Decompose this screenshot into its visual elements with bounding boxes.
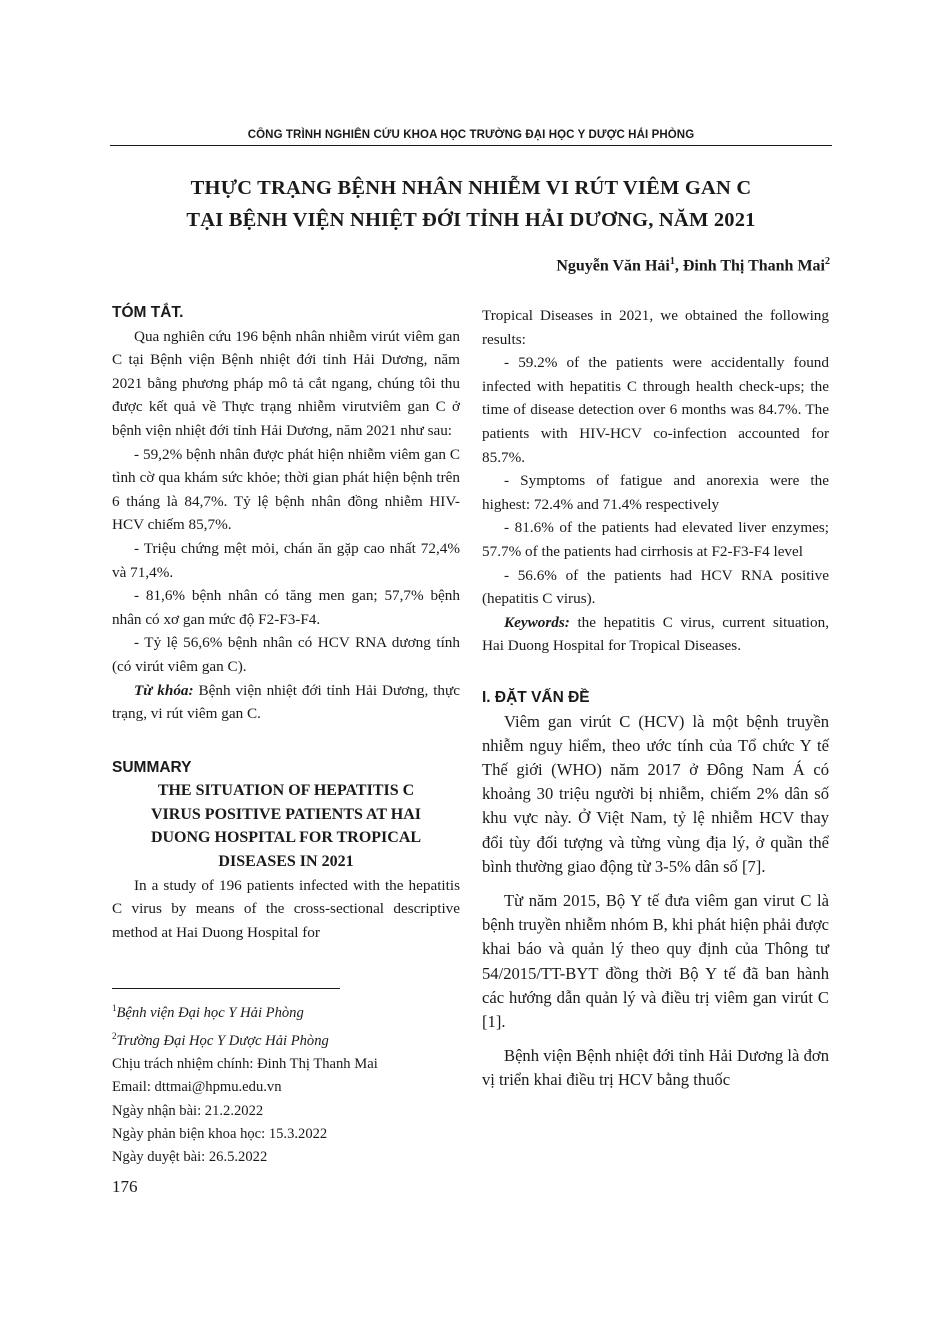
footnote-marker: 2 bbox=[112, 1031, 117, 1042]
summary-point: - 81.6% of the patients had elevated liver enzymes; 57.7% of the patients had cirrhosis at F2-F3-F4 level bbox=[482, 519, 829, 560]
body-paragraph: Từ năm 2015, Bộ Y tế đưa viêm gan virut C là bệnh truyền nhiễm nhóm B, khi phát hiện phải được khai báo và quản lý theo quy định của Thông tư 54/2015/TT-BYT đồng thời Bộ Y tế đã ban hành các hướng dẫn quản lý và điều trị viêm gan virút C [1]. bbox=[482, 890, 829, 1031]
author-2-affiliation: 2 bbox=[825, 256, 830, 267]
footnote-marker: 1 bbox=[112, 1003, 117, 1013]
affiliation-text: Trường Đại Học Y Dược Hải Phòng bbox=[116, 1032, 329, 1049]
author-2: Đinh Thị Thanh Mai bbox=[682, 257, 825, 275]
abstract-vi-point: - Tỷ lệ 56,6% bệnh nhân có HCV RNA dương tính (có virút viêm gan C). bbox=[112, 634, 460, 675]
abstract-vi-point: - 81,6% bệnh nhân có tăng men gan; 57,7% bệnh nhân có xơ gan mức độ F2-F3-F4. bbox=[112, 587, 460, 628]
page-number: 176 bbox=[112, 1177, 138, 1196]
summary-title-line: VIRUS POSITIVE PATIENTS AT HAI bbox=[151, 805, 421, 823]
abstract-vi-heading: TÓM TẮT. bbox=[112, 304, 184, 321]
received-date: Ngày nhận bài: 21.2.2022 bbox=[112, 1102, 264, 1119]
author-separator: , bbox=[674, 257, 683, 275]
running-head: CÔNG TRÌNH NGHIÊN CỨU KHOA HỌC TRƯỜNG ĐẠI HỌC Y DƯỢC HẢI PHÒNG bbox=[247, 129, 695, 141]
abstract-vi-point: - 59,2% bệnh nhân được phát hiện nhiễm viêm gan C tình cờ qua khám sức khỏe; thời gian phát hiện bệnh trên 6 tháng là 84,7%. Tỷ lệ bệnh nhân đồng nhiễm HIV-HCV chiếm 85,7%. bbox=[112, 445, 460, 534]
summary-keywords bbox=[482, 611, 829, 658]
author-1-affiliation: 1 bbox=[669, 256, 675, 267]
summary-point: - 56.6% of the patients had HCV RNA positive (hepatitis C virus). bbox=[482, 566, 829, 608]
header-rule bbox=[110, 145, 832, 146]
article-title bbox=[110, 172, 832, 236]
footnotes bbox=[112, 997, 460, 1169]
email-line: Email: dttmai@hpmu.edu.vn bbox=[112, 1079, 282, 1096]
author-list bbox=[556, 256, 830, 275]
corresponding-author: Chịu trách nhiệm chính: Đinh Thị Thanh Mai bbox=[112, 1056, 378, 1073]
affiliation-text: Bệnh viện Đại học Y Hải Phòng bbox=[116, 1004, 304, 1021]
summary-intro: In a study of 196 patients infected with the hepatitis C virus by means of the cross-sectional descriptive method at Hai Duong Hospital for bbox=[112, 876, 460, 941]
abstract-vi-keywords bbox=[112, 679, 460, 726]
body-paragraph: Viêm gan virút C (HCV) là một bệnh truyền nhiễm nguy hiểm, theo ước tính của Tổ chức Y tế Thế giới (WHO) năm 2017 ở Đông Nam Á có khoảng 30 triệu người bị nhiễm, chiếm 2% dân số khu vực này. Ở Việt Nam, tỷ lệ nhiễm HCV thay đổi tùy đối tượng và từng vùng địa lý, ở quần thể bình thường giao động từ 3-5% dân số [7]. bbox=[482, 711, 829, 876]
footnote-affiliation-2 bbox=[112, 1025, 460, 1053]
title-line-1: THỰC TRẠNG BỆNH NHÂN NHIỄM VI RÚT VIÊM GAN C bbox=[190, 177, 752, 199]
abstract-vi-intro: Qua nghiên cứu 196 bệnh nhân nhiễm virút viêm gan C tại Bệnh viện Bệnh nhiệt đới tỉnh Hải Dương, năm 2021 bằng phương pháp mô tả cắt ngang, chúng tôi thu được kết quả về Thực trạng nhiễm virutviêm gan C ở bệnh viện nhiệt đới tỉnh Hải Dương, năm 2021 như sau: bbox=[112, 327, 460, 439]
summary-title-line: DUONG HOSPITAL FOR TROPICAL bbox=[150, 829, 422, 847]
keywords-label: Keywords: bbox=[504, 613, 570, 631]
left-column bbox=[112, 301, 460, 944]
right-column bbox=[482, 304, 829, 1093]
summary-intro-continued: Tropical Diseases in 2021, we obtained the following results: bbox=[482, 307, 829, 348]
footnote-affiliation-1 bbox=[112, 997, 460, 1025]
footnote-rule bbox=[112, 988, 340, 989]
summary-title-line: DISEASES IN 2021 bbox=[218, 853, 354, 871]
keywords-text: the hepatitis C virus, current situation, Hai Duong Hospital for Tropical Diseases. bbox=[482, 613, 829, 655]
summary-point: - Symptoms of fatigue and anorexia were the highest: 72.4% and 71.4% respectively bbox=[482, 472, 829, 513]
section-heading: I. ĐẶT VẤN ĐỀ bbox=[482, 688, 590, 706]
summary-title-line: THE SITUATION OF HEPATITIS C bbox=[157, 782, 415, 800]
keywords-label: Từ khóa: bbox=[134, 681, 194, 699]
summary-heading: SUMMARY bbox=[112, 758, 192, 776]
author-1: Nguyễn Văn Hải bbox=[556, 257, 670, 275]
review-date: Ngày phản biện khoa học: 15.3.2022 bbox=[112, 1125, 328, 1142]
body-paragraph: Bệnh viện Bệnh nhiệt đới tỉnh Hải Dương là đơn vị triển khai điều trị HCV bằng thuốc bbox=[482, 1046, 829, 1090]
abstract-vi-point: - Triệu chứng mệt mỏi, chán ăn gặp cao nhất 72,4% và 71,4%. bbox=[112, 539, 460, 581]
summary-point: - 59.2% of the patients were accidentally found infected with hepatitis C through health check-ups; the time of disease detection over 6 months was 84.7%. The patients with HIV-HCV co-infection accounted for 85.7%. bbox=[482, 354, 829, 466]
accepted-date: Ngày duyệt bài: 26.5.2022 bbox=[112, 1148, 268, 1165]
title-line-2: TẠI BỆNH VIỆN NHIỆT ĐỚI TỈNH HẢI DƯƠNG, NĂM 2021 bbox=[186, 209, 756, 231]
keywords-text: Bệnh viện nhiệt đới tỉnh Hải Dương, thực trạng, vi rút viêm gan C. bbox=[112, 681, 460, 723]
summary-title bbox=[112, 779, 460, 873]
